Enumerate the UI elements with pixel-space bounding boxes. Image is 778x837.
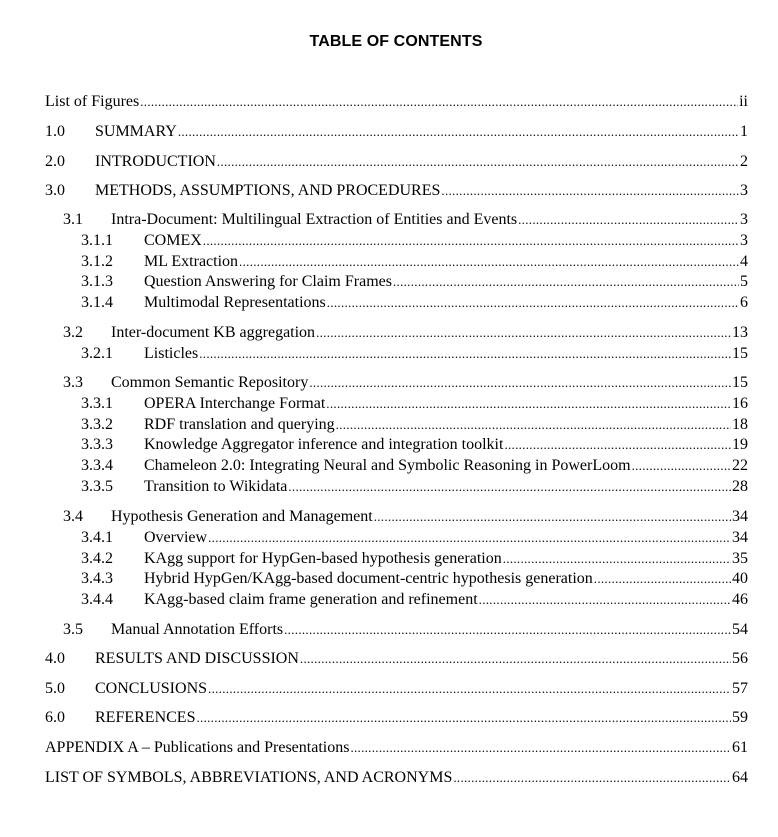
toc-entry-number: 3.0 [45,182,65,199]
toc-entry-page: 22 [732,457,748,474]
toc-dot-leader [504,435,731,455]
toc-entry-number: 3.4.3 [81,570,113,587]
toc-entry-label: INTRODUCTION [95,153,216,170]
toc-entry-label: Transition to Wikidata [144,478,288,495]
toc-entry-label: Hypothesis Generation and Management [111,508,373,525]
toc-entry-page: 5 [740,273,748,290]
toc-entry-page: 3 [740,211,748,228]
toc-dot-leader [217,152,739,172]
toc-entry-label: RESULTS AND DISCUSSION [95,650,299,667]
toc-entry-label: List of Figures [45,93,140,110]
toc-dot-leader [479,590,731,610]
toc-dot-leader [632,456,731,476]
toc-entry-3-3-4[interactable] [81,456,748,476]
toc-entry-label: APPENDIX A – Publications and Presentations [45,739,350,756]
toc-dot-leader [239,252,739,272]
toc-dot-leader [208,679,731,699]
toc-dot-leader [393,272,739,292]
toc-entry-3-4[interactable] [63,507,748,527]
toc-entry-label: Chameleon 2.0: Integrating Neural and Symbolic Reasoning in PowerLoom [144,457,631,474]
toc-dot-leader [309,373,731,393]
toc-entry-label: LIST OF SYMBOLS, ABBREVIATIONS, AND ACRONYMS [45,769,453,786]
toc-entry-label: METHODS, ASSUMPTIONS, AND PROCEDURES [95,182,441,199]
toc-dot-leader [374,507,731,527]
toc-entry-label: Intra-Document: Multilingual Extraction of Entities and Events [111,211,518,228]
toc-dot-leader [503,549,731,569]
toc-entry-label: Overview [144,529,208,546]
toc-entry-number: 6.0 [45,709,65,726]
toc-entry-3-1-4[interactable] [81,293,748,313]
toc-entry-3-3-5[interactable] [81,477,748,497]
toc-entry-label: Common Semantic Repository [111,374,309,391]
toc-entry-label: OPERA Interchange Format [144,395,326,412]
toc-entry-number: 3.5 [63,621,83,638]
toc-entry-number: 3.1.1 [81,232,113,249]
toc-entry-page: ii [739,93,748,110]
toc-entry-3-2-1[interactable] [81,344,748,364]
toc-entry-number: 3.3.5 [81,478,113,495]
toc-entry-page: 56 [732,650,748,667]
toc-entry-page: 34 [732,529,748,546]
toc-entry-3-4-2[interactable] [81,549,748,569]
toc-entry-label: Inter-document KB aggregation [111,324,316,341]
toc-entry-number: 1.0 [45,123,65,140]
toc-title: TABLE OF CONTENTS [309,33,483,50]
toc-entry-number: 3.1 [63,211,83,228]
toc-entry-page: 46 [732,591,748,608]
toc-dot-leader [199,344,731,364]
toc-entry-page: 15 [732,345,748,362]
toc-dot-leader [316,323,731,343]
toc-entry-3-3-1[interactable] [81,394,748,414]
toc-dot-leader [453,768,731,788]
toc-entry-results[interactable] [45,649,748,669]
toc-entry-label: CONCLUSIONS [95,680,208,697]
toc-entry-label: Knowledge Aggregator inference and integration toolkit [144,436,504,453]
toc-entry-page: 57 [732,680,748,697]
toc-entry-number: 3.3.4 [81,457,113,474]
toc-entry-3-2[interactable] [63,323,748,343]
toc-entry-number: 2.0 [45,153,65,170]
toc-entry-number: 3.1.4 [81,294,113,311]
toc-dot-leader [441,181,739,201]
toc-entry-number: 3.4.4 [81,591,113,608]
toc-entry-3-3-3[interactable] [81,435,748,455]
toc-entry-page: 3 [740,182,748,199]
toc-dot-leader [178,122,739,142]
toc-entry-list-of-figures[interactable] [45,92,748,112]
toc-entry-number: 3.4.1 [81,529,113,546]
toc-entry-label: Multimodal Representations [144,294,326,311]
toc-entry-label: RDF translation and querying [144,416,335,433]
toc-entry-page: 59 [732,709,748,726]
toc-dot-leader [208,528,731,548]
toc-entry-page: 4 [740,253,748,270]
toc-entry-3-1[interactable] [63,210,748,230]
toc-entry-appendix-a[interactable] [45,738,748,758]
toc-entry-label: SUMMARY [95,123,177,140]
toc-dot-leader [327,293,739,313]
toc-entry-page: 19 [732,436,748,453]
toc-entry-page: 40 [732,570,748,587]
toc-dot-leader [336,415,731,435]
toc-entry-3-4-1[interactable] [81,528,748,548]
toc-entry-page: 54 [732,621,748,638]
toc-entry-page: 2 [740,153,748,170]
toc-dot-leader [594,569,731,589]
toc-entry-references[interactable] [45,708,748,728]
toc-entry-3-1-3[interactable] [81,272,748,292]
toc-dot-leader [203,231,739,251]
toc-entry-3-1-2[interactable] [81,252,748,272]
toc-entry-label: Question Answering for Claim Frames [144,273,392,290]
toc-entry-list-of-symbols[interactable] [45,768,748,788]
toc-entry-page: 1 [740,123,748,140]
toc-entry-number: 5.0 [45,680,65,697]
toc-dot-leader [518,210,739,230]
toc-entry-page: 28 [732,478,748,495]
toc-dot-leader [140,92,738,112]
toc-entry-number: 3.3.1 [81,395,113,412]
toc-entry-summary[interactable] [45,122,748,142]
toc-entry-label: KAgg-based claim frame generation and refinement [144,591,478,608]
toc-entry-label: Hybrid HypGen/KAgg-based document-centric hypothesis generation [144,570,593,587]
toc-entry-label: REFERENCES [95,709,196,726]
toc-entry-label: COMEX [144,232,202,249]
toc-entry-page: 34 [732,508,748,525]
toc-entry-number: 3.1.2 [81,253,113,270]
toc-entry-number: 3.3.3 [81,436,113,453]
toc-entry-number: 3.2 [63,324,83,341]
toc-entry-number: 3.4.2 [81,550,113,567]
toc-entry-label: KAgg support for HypGen-based hypothesis generation [144,550,502,567]
toc-entry-3-3[interactable] [63,373,748,393]
toc-entry-conclusions[interactable] [45,679,748,699]
toc-entry-3-3-2[interactable] [81,415,748,435]
toc-entry-number: 3.2.1 [81,345,113,362]
toc-dot-leader [326,394,731,414]
toc-entry-page: 64 [732,769,748,786]
toc-entry-page: 35 [732,550,748,567]
toc-entry-page: 13 [732,324,748,341]
toc-entry-number: 3.3.2 [81,416,113,433]
toc-dot-leader [196,708,731,728]
toc-entry-page: 61 [732,739,748,756]
toc-entry-page: 15 [732,374,748,391]
toc-entry-3-4-4[interactable] [81,590,748,610]
toc-entry-number: 4.0 [45,650,65,667]
toc-entry-3-5[interactable] [63,620,748,640]
toc-entry-label: Manual Annotation Efforts [111,621,284,638]
toc-entry-3-1-1[interactable] [81,231,748,251]
toc-entry-label: ML Extraction [144,253,239,270]
toc-entry-number: 3.3 [63,374,83,391]
toc-entry-page: 18 [732,416,748,433]
toc-entry-label: Listicles [144,345,199,362]
toc-entry-introduction[interactable] [45,152,748,172]
toc-entry-page: 3 [740,232,748,249]
toc-dot-leader [288,477,731,497]
toc-dot-leader [300,649,731,669]
toc-entry-methods[interactable] [45,181,748,201]
toc-entry-page: 6 [740,294,748,311]
toc-entry-page: 16 [732,395,748,412]
toc-dot-leader [350,738,731,758]
toc-dot-leader [284,620,731,640]
toc-entry-number: 3.1.3 [81,273,113,290]
toc-entry-3-4-3[interactable] [81,569,748,589]
toc-entry-number: 3.4 [63,508,83,525]
